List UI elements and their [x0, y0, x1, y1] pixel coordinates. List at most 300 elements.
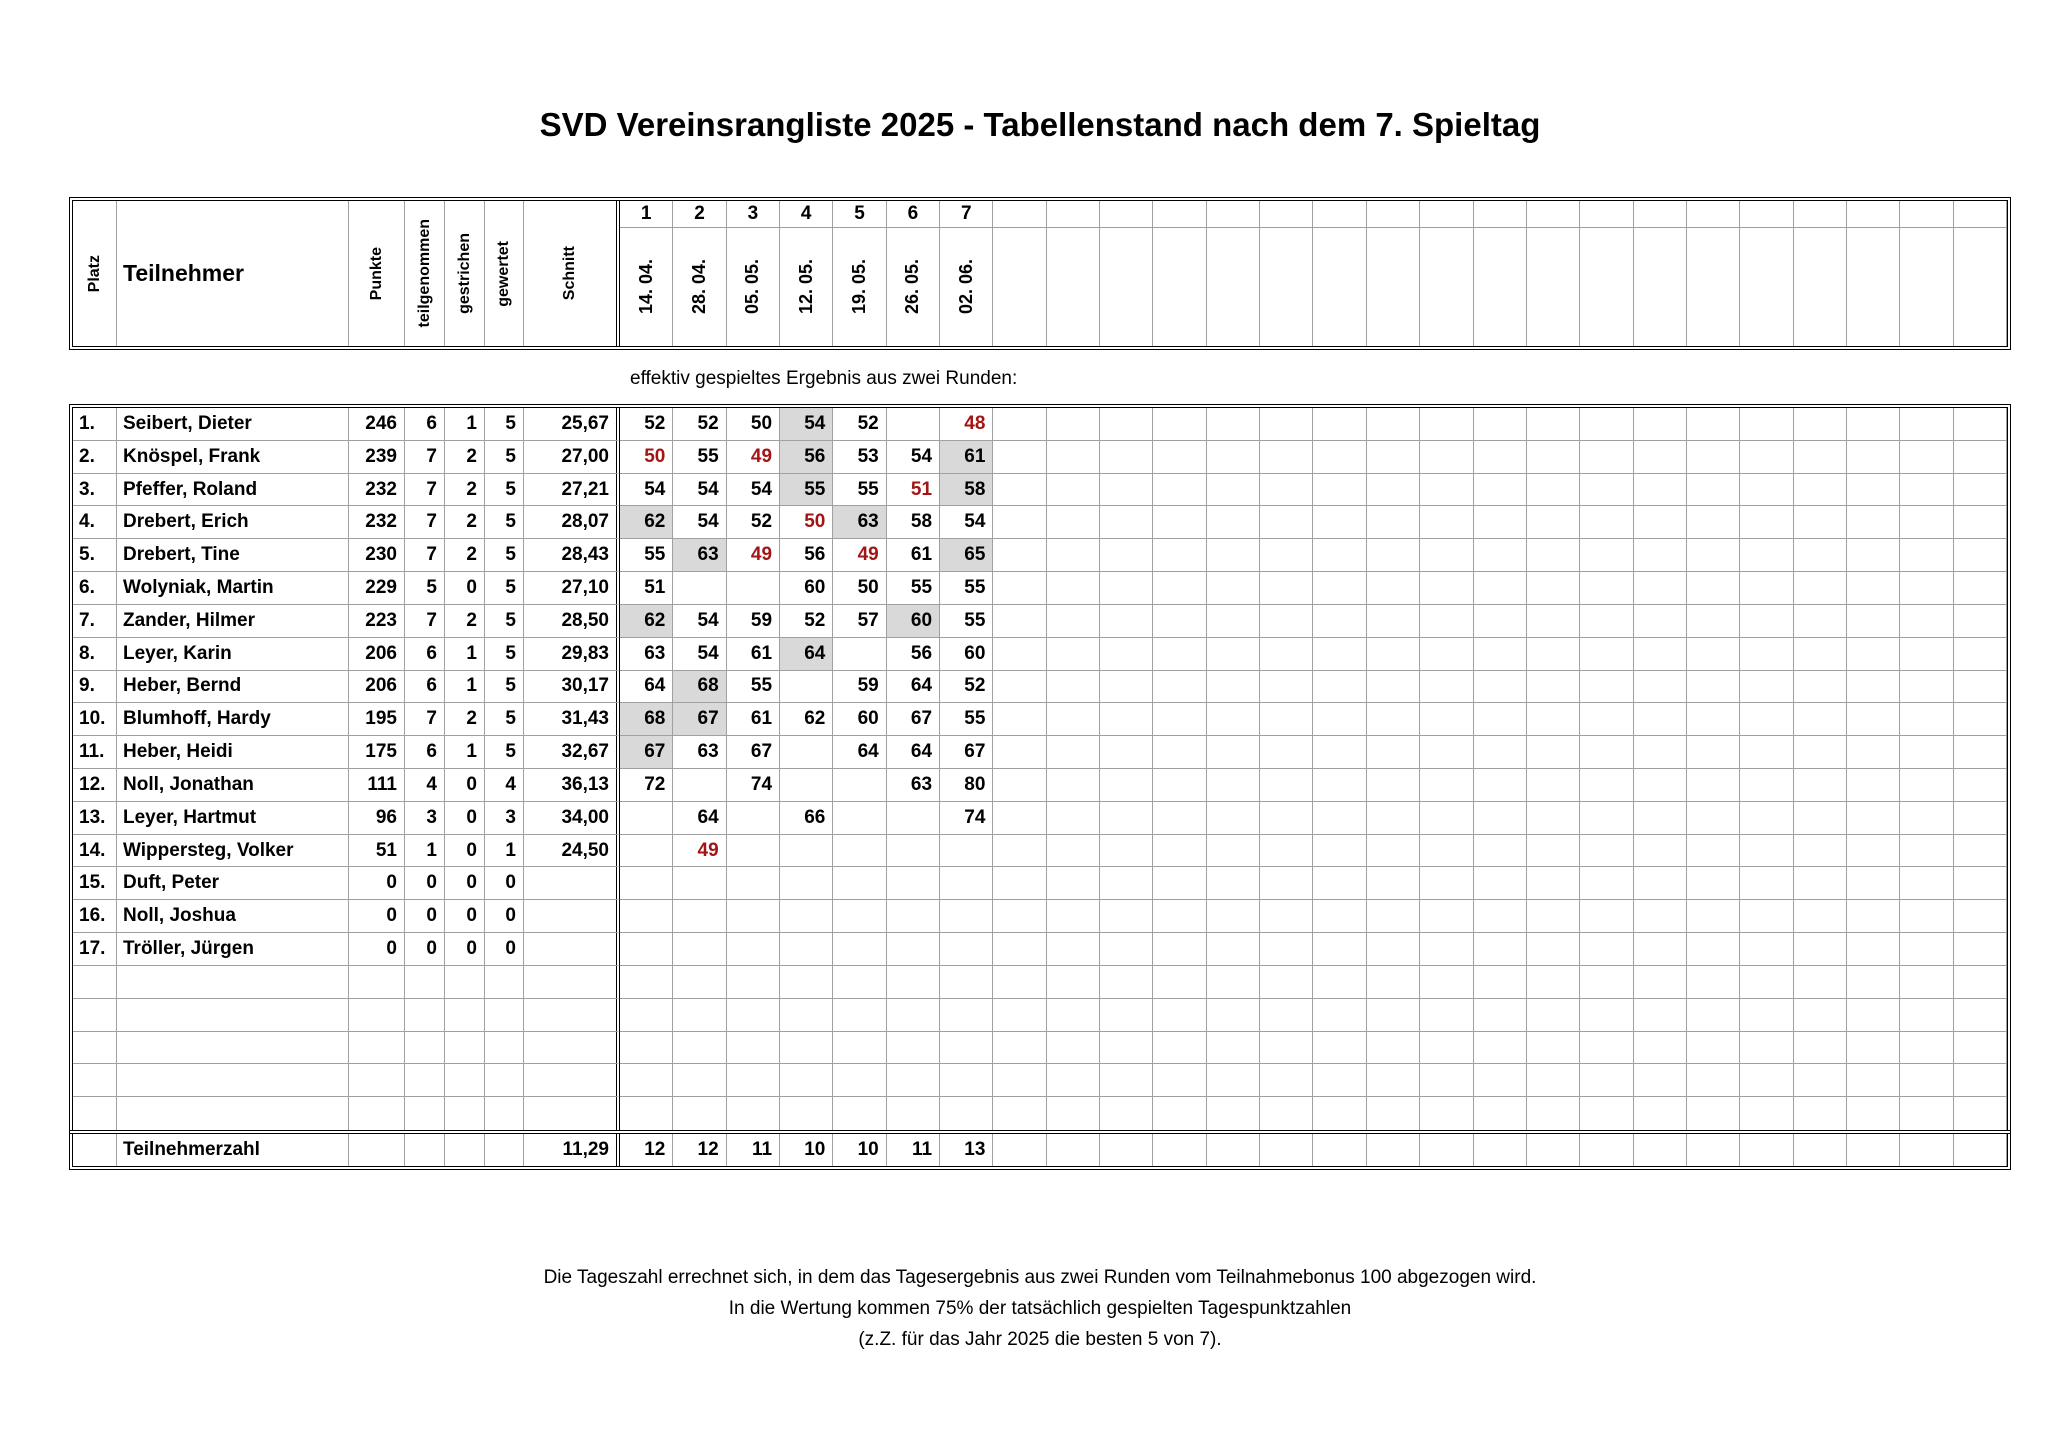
result-cell — [1740, 736, 1793, 769]
result-cell — [1420, 900, 1473, 933]
result-cell — [1580, 474, 1633, 507]
result-cell — [887, 1064, 940, 1097]
result-cell — [1207, 1097, 1260, 1130]
result-cell — [1580, 1097, 1633, 1130]
round-number — [1100, 201, 1153, 228]
row-punkte: 230 — [349, 539, 405, 572]
result-cell: 54 — [673, 605, 726, 638]
result-cell — [1313, 1064, 1366, 1097]
total-round-count — [1100, 1134, 1153, 1166]
row-gestrichen: 0 — [445, 933, 485, 966]
result-cell: 48 — [940, 408, 993, 441]
result-cell — [1847, 572, 1900, 605]
round-number — [1313, 201, 1366, 228]
result-cell — [1260, 999, 1313, 1032]
total-round-count: 11 — [887, 1134, 940, 1166]
result-cell — [780, 835, 833, 868]
result-cell — [1900, 867, 1953, 900]
result-cell — [1740, 1032, 1793, 1065]
result-cell — [993, 900, 1046, 933]
result-cell — [993, 572, 1046, 605]
result-cell: 65 — [940, 539, 993, 572]
result-cell — [1313, 506, 1366, 539]
round-number: 5 — [833, 201, 886, 228]
result-cell — [1420, 671, 1473, 704]
result-cell — [1954, 1097, 2007, 1130]
result-cell — [1847, 408, 1900, 441]
row-name: Wolyniak, Martin — [117, 572, 349, 605]
result-cell: 67 — [620, 736, 673, 769]
result-cell — [1260, 638, 1313, 671]
result-cell — [1153, 769, 1206, 802]
result-cell — [1153, 966, 1206, 999]
result-cell — [1687, 1097, 1740, 1130]
result-cell — [1047, 1064, 1100, 1097]
total-round-count — [1367, 1134, 1420, 1166]
footer-line: In die Wertung kommen 75% der tatsächlich gespielten Tagespunktzahlen — [728, 1298, 1352, 1319]
result-cell: 50 — [727, 408, 780, 441]
result-cell — [1687, 966, 1740, 999]
result-cell — [993, 933, 1046, 966]
result-cell — [1367, 1032, 1420, 1065]
result-cell — [1954, 736, 2007, 769]
total-round-count: 12 — [673, 1134, 726, 1166]
row-schnitt: 28,50 — [524, 605, 620, 638]
result-cell — [833, 1064, 886, 1097]
round-number — [1954, 201, 2007, 228]
result-cell — [1420, 999, 1473, 1032]
result-cell — [1900, 539, 1953, 572]
header-gewertet-text: gewertet — [495, 240, 512, 307]
row-gestrichen: 1 — [445, 408, 485, 441]
row-teilgenommen — [405, 966, 445, 999]
result-cell: 52 — [833, 408, 886, 441]
result-cell — [1420, 408, 1473, 441]
result-cell — [1420, 1032, 1473, 1065]
result-cell — [1207, 999, 1260, 1032]
result-cell — [1367, 769, 1420, 802]
result-cell — [993, 638, 1046, 671]
result-cell — [1847, 769, 1900, 802]
row-gestrichen: 0 — [445, 769, 485, 802]
result-cell — [833, 933, 886, 966]
row-platz: 3. — [73, 474, 117, 507]
row-gestrichen: 2 — [445, 605, 485, 638]
result-cell — [1687, 1032, 1740, 1065]
result-cell — [1260, 441, 1313, 474]
round-number — [1740, 201, 1793, 228]
row-gestrichen: 0 — [445, 900, 485, 933]
round-date-text: 19. 05. — [849, 259, 870, 315]
result-cell — [1634, 769, 1687, 802]
result-cell — [1260, 703, 1313, 736]
result-cell — [1847, 638, 1900, 671]
result-cell: 49 — [673, 835, 726, 868]
row-teilgenommen: 1 — [405, 835, 445, 868]
result-cell — [887, 867, 940, 900]
result-cell: 64 — [673, 802, 726, 835]
result-cell — [1527, 441, 1580, 474]
result-cell — [1100, 474, 1153, 507]
row-teilgenommen: 7 — [405, 539, 445, 572]
total-gestr — [445, 1134, 485, 1166]
result-cell — [1047, 703, 1100, 736]
result-cell — [1954, 769, 2007, 802]
result-cell — [727, 966, 780, 999]
round-number — [1153, 201, 1206, 228]
footer-line: Die Tageszahl errechnet sich, in dem das Tagesergebnis aus zwei Runden vom Teilnahmebonus 100 abgezogen wird. — [543, 1267, 1537, 1288]
row-punkte: 206 — [349, 671, 405, 704]
result-cell — [1687, 539, 1740, 572]
result-cell — [1313, 933, 1366, 966]
result-cell — [1740, 867, 1793, 900]
row-schnitt: 31,43 — [524, 703, 620, 736]
result-cell — [1260, 671, 1313, 704]
row-name: Heber, Heidi — [117, 736, 349, 769]
total-round-count — [1847, 1134, 1900, 1166]
result-cell — [1100, 408, 1153, 441]
result-cell — [993, 736, 1046, 769]
round-number: 1 — [620, 201, 673, 228]
result-cell: 55 — [940, 703, 993, 736]
result-cell — [1207, 802, 1260, 835]
round-number — [1634, 201, 1687, 228]
result-cell — [1794, 867, 1847, 900]
row-punkte: 229 — [349, 572, 405, 605]
result-cell — [1153, 441, 1206, 474]
result-cell — [993, 474, 1046, 507]
result-cell — [1367, 638, 1420, 671]
result-cell: 54 — [887, 441, 940, 474]
row-punkte: 0 — [349, 867, 405, 900]
result-cell — [1420, 1097, 1473, 1130]
result-cell — [1367, 736, 1420, 769]
row-teilgenommen: 7 — [405, 506, 445, 539]
result-cell — [1794, 1032, 1847, 1065]
row-punkte: 232 — [349, 506, 405, 539]
header-punkte — [349, 201, 405, 346]
round-date — [780, 228, 833, 346]
round-date — [620, 228, 673, 346]
result-cell — [1260, 1097, 1313, 1130]
result-cell — [1580, 736, 1633, 769]
result-cell — [620, 999, 673, 1032]
result-cell — [1527, 605, 1580, 638]
result-cell — [780, 769, 833, 802]
result-cell: 55 — [833, 474, 886, 507]
result-cell: 64 — [620, 671, 673, 704]
row-schnitt: 29,83 — [524, 638, 620, 671]
row-gewertet: 5 — [485, 605, 524, 638]
result-cell — [1313, 539, 1366, 572]
result-cell — [1207, 835, 1260, 868]
result-cell — [1740, 1097, 1793, 1130]
result-cell — [1794, 736, 1847, 769]
result-cell — [1580, 769, 1633, 802]
result-cell — [940, 933, 993, 966]
result-cell — [1207, 933, 1260, 966]
result-cell — [940, 999, 993, 1032]
result-cell — [1634, 900, 1687, 933]
result-cell: 54 — [673, 638, 726, 671]
result-cell — [673, 999, 726, 1032]
row-schnitt: 27,10 — [524, 572, 620, 605]
total-round-count — [1687, 1134, 1740, 1166]
total-round-count: 10 — [833, 1134, 886, 1166]
result-cell: 68 — [673, 671, 726, 704]
page-title: SVD Vereinsrangliste 2025 - Tabellenstand nach dem 7. Spieltag — [539, 106, 1541, 143]
result-cell — [1313, 835, 1366, 868]
result-cell — [1634, 1097, 1687, 1130]
row-gewertet: 0 — [485, 900, 524, 933]
result-cell — [1847, 1064, 1900, 1097]
result-cell — [1047, 835, 1100, 868]
result-cell — [1954, 703, 2007, 736]
total-round-count — [1047, 1134, 1100, 1166]
row-schnitt — [524, 999, 620, 1032]
result-cell — [780, 1032, 833, 1065]
row-teilgenommen: 6 — [405, 671, 445, 704]
result-cell — [1794, 474, 1847, 507]
result-cell — [1100, 441, 1153, 474]
result-cell — [1367, 900, 1420, 933]
row-platz — [73, 999, 117, 1032]
result-cell — [1954, 1064, 2007, 1097]
round-date — [1847, 228, 1900, 346]
total-round-count — [1954, 1134, 2007, 1166]
row-schnitt — [524, 1097, 620, 1130]
total-round-count — [1420, 1134, 1473, 1166]
row-gestrichen: 2 — [445, 474, 485, 507]
round-date — [1100, 228, 1153, 346]
result-cell — [1954, 506, 2007, 539]
row-gewertet: 3 — [485, 802, 524, 835]
result-cell — [1687, 999, 1740, 1032]
result-cell — [833, 1097, 886, 1130]
result-cell — [1047, 966, 1100, 999]
result-cell — [1153, 867, 1206, 900]
result-cell — [1634, 835, 1687, 868]
result-cell — [1420, 605, 1473, 638]
result-cell — [1580, 506, 1633, 539]
row-gestrichen: 1 — [445, 638, 485, 671]
result-cell — [727, 900, 780, 933]
result-cell — [1367, 867, 1420, 900]
result-cell — [887, 933, 940, 966]
result-cell — [1207, 605, 1260, 638]
result-cell — [1474, 474, 1527, 507]
result-cell — [1153, 638, 1206, 671]
result-cell — [1580, 802, 1633, 835]
result-cell — [780, 1064, 833, 1097]
result-cell — [833, 867, 886, 900]
result-cell: 59 — [833, 671, 886, 704]
result-cell — [1634, 539, 1687, 572]
row-teilgenommen: 5 — [405, 572, 445, 605]
result-cell — [1100, 539, 1153, 572]
result-cell — [833, 966, 886, 999]
result-cell — [1794, 769, 1847, 802]
result-cell — [1900, 1064, 1953, 1097]
result-cell — [1313, 999, 1366, 1032]
result-cell — [1580, 572, 1633, 605]
round-date — [1474, 228, 1527, 346]
row-punkte: 0 — [349, 900, 405, 933]
row-name: Tröller, Jürgen — [117, 933, 349, 966]
row-platz: 2. — [73, 441, 117, 474]
result-cell — [1260, 605, 1313, 638]
result-cell: 56 — [887, 638, 940, 671]
row-teilgenommen: 7 — [405, 605, 445, 638]
result-cell — [993, 671, 1046, 704]
result-cell — [1527, 933, 1580, 966]
result-cell — [1474, 671, 1527, 704]
result-cell — [1153, 539, 1206, 572]
result-cell: 64 — [887, 736, 940, 769]
result-cell: 54 — [673, 506, 726, 539]
row-platz — [73, 966, 117, 999]
result-cell — [727, 1064, 780, 1097]
result-cell — [1420, 966, 1473, 999]
result-cell — [1847, 867, 1900, 900]
total-round-count — [1474, 1134, 1527, 1166]
result-cell — [1100, 802, 1153, 835]
row-name: Wippersteg, Volker — [117, 835, 349, 868]
row-name: Leyer, Hartmut — [117, 802, 349, 835]
row-punkte: 111 — [349, 769, 405, 802]
result-cell — [1634, 638, 1687, 671]
result-cell — [1153, 572, 1206, 605]
result-cell — [1527, 900, 1580, 933]
result-cell: 54 — [620, 474, 673, 507]
result-cell — [1100, 572, 1153, 605]
result-cell — [620, 867, 673, 900]
result-cell: 61 — [940, 441, 993, 474]
result-cell — [833, 638, 886, 671]
result-cell — [1100, 671, 1153, 704]
result-cell: 60 — [833, 703, 886, 736]
footer-notes — [0, 1262, 2048, 1355]
row-platz: 5. — [73, 539, 117, 572]
result-cell — [1847, 539, 1900, 572]
result-cell — [780, 671, 833, 704]
result-cell — [1207, 736, 1260, 769]
result-cell — [833, 769, 886, 802]
result-cell — [1687, 408, 1740, 441]
result-cell — [1474, 802, 1527, 835]
result-cell — [780, 933, 833, 966]
row-name: Pfeffer, Roland — [117, 474, 349, 507]
row-platz: 12. — [73, 769, 117, 802]
round-number — [993, 201, 1046, 228]
result-cell: 55 — [727, 671, 780, 704]
result-cell — [1260, 506, 1313, 539]
row-gewertet — [485, 1097, 524, 1130]
row-gestrichen — [445, 1064, 485, 1097]
result-cell — [1900, 999, 1953, 1032]
result-cell — [833, 835, 886, 868]
result-cell — [1420, 933, 1473, 966]
result-cell — [993, 1064, 1046, 1097]
row-punkte: 51 — [349, 835, 405, 868]
result-cell: 50 — [620, 441, 673, 474]
result-cell — [1527, 638, 1580, 671]
result-cell — [1847, 506, 1900, 539]
header-teilnehmer: Teilnehmer — [117, 201, 349, 346]
result-cell — [1527, 408, 1580, 441]
result-cell — [1420, 506, 1473, 539]
result-cell — [1100, 605, 1153, 638]
result-cell — [1954, 572, 2007, 605]
row-schnitt: 32,67 — [524, 736, 620, 769]
result-cell: 63 — [620, 638, 673, 671]
result-cell — [1047, 736, 1100, 769]
result-cell — [1313, 900, 1366, 933]
total-round-count — [1740, 1134, 1793, 1166]
row-schnitt: 27,00 — [524, 441, 620, 474]
result-cell — [1634, 572, 1687, 605]
row-platz: 14. — [73, 835, 117, 868]
result-cell — [1580, 933, 1633, 966]
total-gew — [485, 1134, 524, 1166]
row-gewertet: 0 — [485, 933, 524, 966]
result-cell — [993, 1032, 1046, 1065]
result-cell — [940, 1032, 993, 1065]
round-date-text: 02. 06. — [955, 259, 976, 315]
result-cell: 67 — [887, 703, 940, 736]
result-cell — [1260, 1064, 1313, 1097]
row-punkte: 232 — [349, 474, 405, 507]
result-cell: 64 — [833, 736, 886, 769]
total-round-count — [1260, 1134, 1313, 1166]
result-cell — [1313, 736, 1366, 769]
result-cell — [1313, 966, 1366, 999]
result-cell — [1527, 966, 1580, 999]
round-date — [1047, 228, 1100, 346]
result-cell — [1100, 999, 1153, 1032]
total-round-count — [1634, 1134, 1687, 1166]
result-cell — [1420, 835, 1473, 868]
total-round-count — [1207, 1134, 1260, 1166]
result-cell — [1634, 408, 1687, 441]
result-cell — [1740, 605, 1793, 638]
result-cell — [1260, 769, 1313, 802]
round-number: 7 — [940, 201, 993, 228]
row-punkte — [349, 1097, 405, 1130]
result-cell — [727, 835, 780, 868]
result-cell — [1794, 408, 1847, 441]
result-cell — [1474, 638, 1527, 671]
result-cell — [1900, 1032, 1953, 1065]
result-cell — [673, 572, 726, 605]
result-cell — [1527, 572, 1580, 605]
row-punkte: 239 — [349, 441, 405, 474]
row-name: Leyer, Karin — [117, 638, 349, 671]
result-cell: 57 — [833, 605, 886, 638]
row-schnitt: 28,07 — [524, 506, 620, 539]
row-punkte: 175 — [349, 736, 405, 769]
result-cell — [887, 802, 940, 835]
row-schnitt — [524, 1032, 620, 1065]
row-gestrichen: 0 — [445, 867, 485, 900]
round-date — [833, 228, 886, 346]
result-cell: 52 — [620, 408, 673, 441]
row-name: Knöspel, Frank — [117, 441, 349, 474]
result-cell — [1207, 638, 1260, 671]
row-gewertet: 5 — [485, 474, 524, 507]
result-cell — [1527, 736, 1580, 769]
result-cell — [940, 867, 993, 900]
